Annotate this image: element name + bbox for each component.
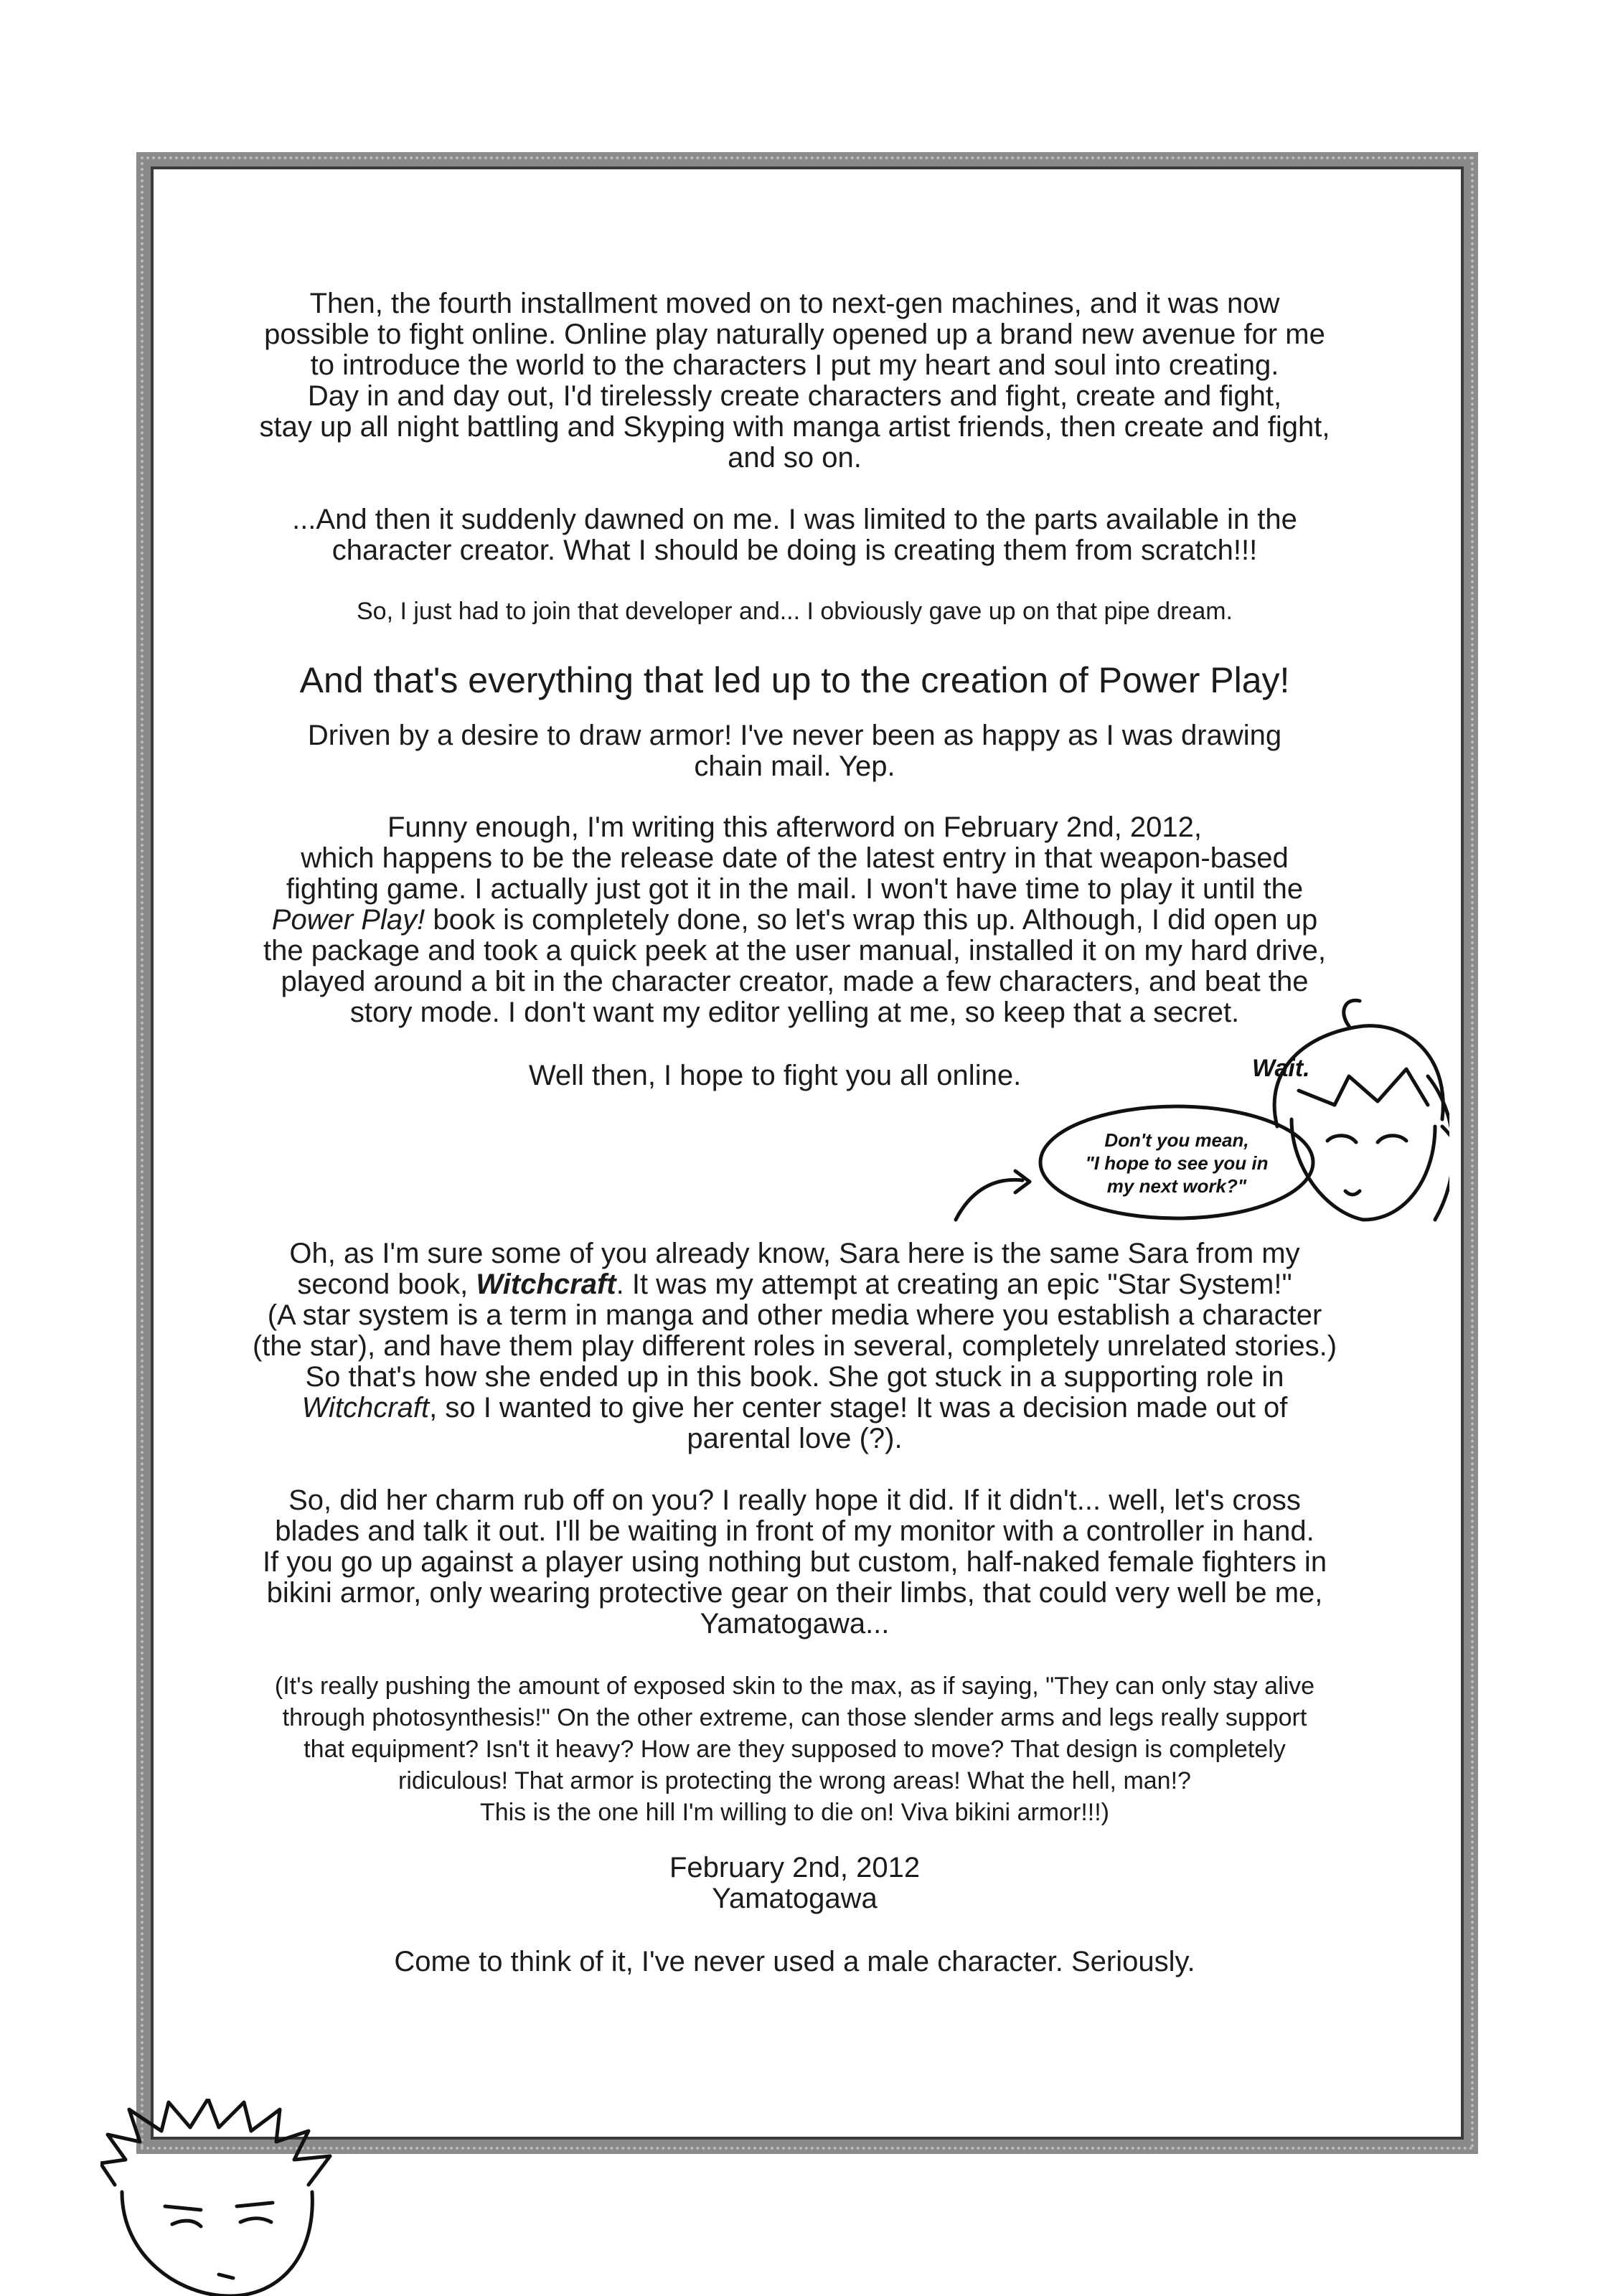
face-outline-icon [122,2192,312,2296]
paragraph-5-part-b: book is completely done, so let's wrap this up. Although, I did open up the package and took a quick peek at the user manual, installed it on my hard drive, played around a bit in the character creator, made a few characters, and beat the story mode. I don't want my editor yelling at me, so keep that a secret. [263,904,1326,1028]
eyes-icon [1327,1136,1406,1142]
paragraph-7 [172,1238,1417,1454]
bangs-icon [1299,1069,1428,1105]
bubble-line-1: Don't you mean, [1104,1129,1249,1151]
paragraph-10: Come to think of it, I've never used a male character. Seriously. [394,1946,1195,1977]
paragraph-7-bold-title: Witchcraft [476,1269,616,1300]
mouth-icon [1345,1191,1360,1195]
eyes-icon [172,2219,271,2226]
spiky-hair-character-illustration [100,2099,344,2296]
paragraph-9: (It's really pushing the amount of exposed skin to the max, as if saying, "They can only stay alive through photosynthesis!" On the other extreme, can those slender arms and legs really support that equipment? Isn't it heavy? How are they supposed to move? That design is completely ridiculous! That armor is protecting the wrong areas! What the hell, man!? This is the one hill I'm willing to die on! Viva bikini armor!!!) [274,1672,1315,1826]
paragraph-2: ...And then it suddenly dawned on me. I was limited to the parts available in the character creator. What I should be doing is creating them from scratch!!! [292,504,1297,566]
ahoge-icon [1344,1000,1360,1026]
signature-date: February 2nd, 2012 [669,1852,921,1883]
paragraph-5-part-a: Funny enough, I'm writing this afterword on February 2nd, 2012, which happens to be the release date of the latest entry in that weapon-based fighting game. I actually just got it in the mail. I won't have time to play it until the [286,811,1304,905]
paragraph-4: Driven by a desire to draw armor! I've never been as happy as I was drawing chain mail. Yep. [307,720,1282,782]
paragraph-5-italic-title: Power Play! [271,904,425,936]
wait-text: Wait. [1252,1055,1310,1082]
paragraph-7-part-b: . It was my attempt at creating an epic "Star System!" (A star system is a term in manga and other media where you establish a character (the star), and have them play different roles in several, completely unrelated stories.) So that's how she ended up in this book. She got stuck in a supporting role in [252,1269,1337,1393]
paragraph-3: So, I just had to join that developer and... I obviously gave up on that pipe dream. [356,598,1233,625]
eyebrows-icon [165,2203,273,2210]
bubble-line-2: "I hope to see you in [1085,1152,1269,1174]
paragraph-7-part-a: Oh, as I'm sure some of you already know, Sara here is the same Sara from my second book, [289,1238,1300,1300]
paragraph-7-part-c: , so I wanted to give her center stage! It was a decision made out of parental love (?). [429,1392,1288,1454]
mouth-icon [219,2274,233,2278]
signature-author: Yamatogawa [712,1883,878,1914]
paragraph-7-italic-title: Witchcraft [301,1392,430,1424]
sara-chibi-illustration [832,983,1449,1256]
paragraph-1: Then, the fourth installment moved on to next-gen machines, and it was now possible to fight online. Online play naturally opened up a brand new avenue for me to introduce the world to the characters I put my heart and soul into creating. Day in and day out, I'd tirelessly create characters and fight, create and fight, stay up all night battling and Skyping with manga artist friends, then create and fight, and so on. [259,288,1330,474]
heading-power-play: And that's everything that led up to the creation of Power Play! [299,660,1290,700]
arrow-line-icon [956,1180,1022,1220]
bubble-line-3: my next work?" [1106,1175,1247,1197]
paragraph-8: So, did her charm rub off on you? I really hope it did. If it didn't... well, let's cross blades and talk it out. I'll be waiting in front of my monitor with a controller in hand. If you go up against a player using nothing but custom, half-naked female fighters in bikini armor, only wearing protective gear on their limbs, that could very well be me, Yamatogawa... [262,1485,1327,1639]
paragraph-6: Well then, I hope to fight you all online. [528,1060,1022,1091]
spiky-hair-icon [100,2099,330,2185]
